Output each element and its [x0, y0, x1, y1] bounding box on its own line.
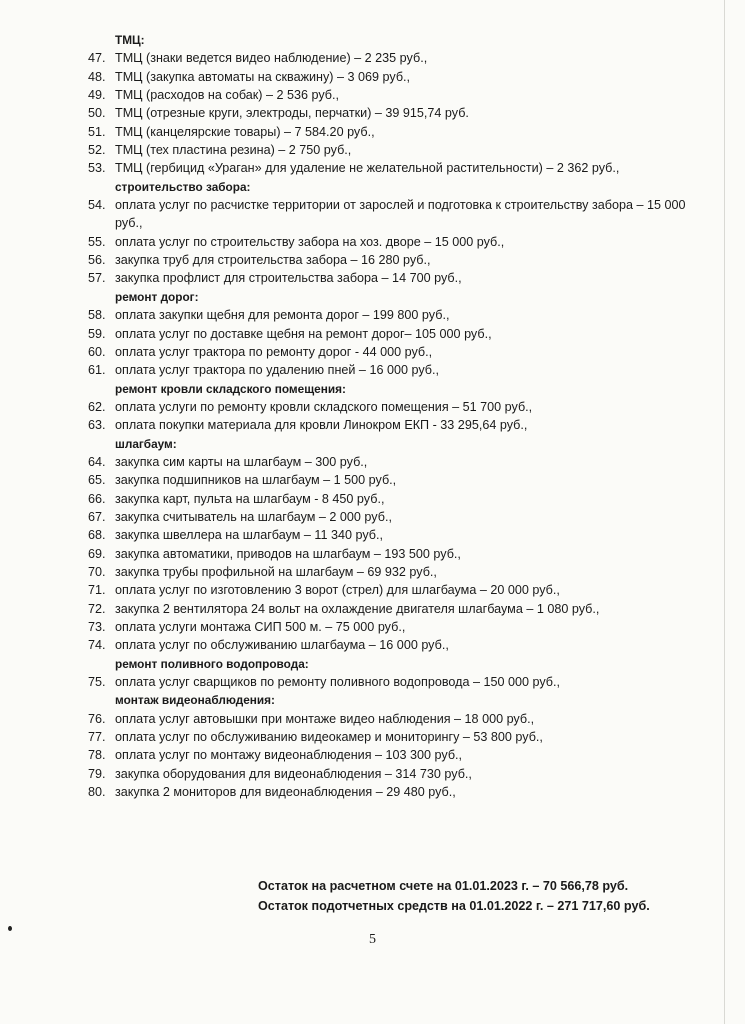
list-item [88, 325, 708, 343]
list-item [88, 343, 708, 361]
item-number: 77. [88, 730, 106, 745]
item-number: 69. [88, 546, 106, 561]
item-number: 76. [88, 711, 106, 726]
item-number: 63. [88, 418, 106, 433]
item-number: 62. [88, 399, 106, 414]
item-text: оплата услуг трактора по удалению пней – 16 000 руб., [115, 363, 439, 378]
list-item [88, 416, 708, 434]
list-item [88, 269, 708, 287]
item-text: оплата услуг по обслуживанию шлагбаума – 16 000 руб., [115, 638, 449, 653]
balance-summary [258, 877, 698, 916]
item-text: ТМЦ (канцелярские товары) – 7 584.20 руб., [115, 124, 375, 139]
list-item [88, 618, 708, 636]
list-item [88, 581, 708, 599]
list-item [88, 746, 708, 764]
item-text: закупка подшипников на шлагбаум – 1 500 руб., [115, 473, 397, 488]
list-item [88, 765, 708, 783]
item-text: оплата покупки материала для кровли Линокром ЕКП - 33 295,64 руб., [115, 418, 528, 433]
item-text: ТМЦ (знаки ведется видео наблюдение) – 2 235 руб., [115, 51, 428, 66]
list-item [88, 673, 708, 691]
item-text: закупка профлист для строительства забора – 14 700 руб., [115, 271, 462, 286]
list-item [88, 86, 708, 104]
item-text: оплата услуги по ремонту кровли складского помещения – 51 700 руб., [115, 399, 533, 414]
section-heading-text: шлагбаум: [115, 436, 177, 451]
item-text: оплата услуг по изготовлению 3 ворот (стрел) для шлагбаума – 20 000 руб., [115, 583, 560, 598]
list-item [88, 306, 708, 324]
list-item [88, 233, 708, 251]
item-number: 60. [88, 344, 106, 359]
section-heading [88, 435, 708, 453]
list-item [88, 636, 708, 654]
list-item [88, 453, 708, 471]
page-edge-line [724, 0, 725, 1024]
item-number: 74. [88, 638, 106, 653]
item-number: 53. [88, 161, 106, 176]
item-number: 75. [88, 675, 106, 690]
item-number: 65. [88, 473, 106, 488]
section-heading-text: строительство забора: [115, 179, 251, 194]
item-text: закупка трубы профильной на шлагбаум – 69 932 руб., [115, 564, 437, 579]
item-number: 49. [88, 88, 106, 103]
list-item [88, 783, 708, 801]
item-text: ТМЦ (расходов на собак) – 2 536 руб., [115, 88, 339, 103]
item-text: закупка оборудования для видеонаблюдения – 314 730 руб., [115, 766, 472, 781]
list-item [88, 104, 708, 122]
section-heading [88, 691, 708, 709]
list-item [88, 508, 708, 526]
section-heading [88, 178, 708, 196]
item-text: ТМЦ (гербицид «Ураган» для удаление не желательной растительности) – 2 362 руб., [115, 161, 620, 176]
list-item [88, 251, 708, 269]
item-text: ТМЦ (тех пластина резина) – 2 750 руб., [115, 143, 352, 158]
item-text: оплата услуг по обслуживанию видеокамер и мониторингу – 53 800 руб., [115, 730, 543, 745]
item-number: 73. [88, 620, 106, 634]
section-heading [88, 288, 708, 306]
section-heading-text: монтаж видеонаблюдения: [115, 693, 275, 708]
item-number: 55. [88, 234, 106, 249]
list-item [88, 490, 708, 508]
list-item [88, 526, 708, 544]
item-text: закупка швеллера на шлагбаум – 11 340 руб., [115, 528, 383, 543]
list-item [88, 471, 708, 489]
item-number: 51. [88, 124, 106, 139]
list-item [88, 141, 708, 159]
page-number: 5 [369, 932, 376, 947]
item-number: 64. [88, 454, 106, 469]
item-text: закупка сим карты на шлагбаум – 300 руб., [115, 454, 368, 469]
item-number: 67. [88, 509, 106, 524]
item-number: 61. [88, 363, 106, 378]
item-number: 50. [88, 106, 106, 121]
item-text: закупка карт, пульта на шлагбаум - 8 450 руб., [115, 491, 385, 506]
item-text: закупка автоматики, приводов на шлагбаум – 193 500 руб., [115, 546, 461, 561]
item-text: оплата закупки щебня для ремонта дорог – 199 800 руб., [115, 308, 450, 323]
expense-list [88, 31, 708, 801]
section-heading [88, 380, 708, 398]
list-item [88, 710, 708, 728]
list-item [88, 398, 708, 416]
item-number: 66. [88, 491, 106, 506]
list-item [88, 159, 708, 177]
item-number: 59. [88, 326, 106, 341]
item-text: закупка труб для строительства забора – 16 280 руб., [115, 253, 431, 268]
item-text: ТМЦ (закупка автоматы на скважину) – 3 069 руб., [115, 69, 411, 84]
item-text: закупка считыватель на шлагбаум – 2 000 руб., [115, 509, 392, 524]
list-item [88, 196, 708, 233]
account-balance-line: Остаток на расчетном счете на 01.01.2023 г. – 70 566,78 руб. [258, 879, 629, 893]
list-item [88, 545, 708, 563]
section-heading-text: ремонт поливного водопровода: [115, 656, 309, 671]
list-item [88, 49, 708, 67]
item-number: 79. [88, 766, 106, 781]
list-item [88, 600, 708, 618]
item-number: 78. [88, 748, 106, 763]
section-heading [88, 655, 708, 673]
item-number: 80. [88, 785, 106, 800]
accountable-balance-line: Остаток подотчетных средств на 01.01.2022 г. – 271 717,60 руб. [258, 898, 650, 913]
scan-mark [8, 926, 12, 931]
item-number: 68. [88, 528, 106, 543]
item-text: оплата услуг автовышки при монтаже видео наблюдения – 18 000 руб., [115, 711, 535, 726]
section-heading-text: ТМЦ: [115, 33, 145, 47]
item-number: 71. [88, 583, 106, 598]
item-text: ТМЦ (отрезные круги, электроды, перчатки) – 39 915,74 руб. [115, 106, 469, 121]
list-item [88, 123, 708, 141]
item-number: 56. [88, 253, 106, 268]
item-number: 47. [88, 51, 106, 66]
item-number: 54. [88, 198, 106, 213]
item-number: 57. [88, 271, 106, 286]
item-text: оплата услуг сварщиков по ремонту поливного водопровода – 150 000 руб., [115, 675, 560, 690]
item-text: оплата услуг по доставке щебня на ремонт дорог– 105 000 руб., [115, 326, 492, 341]
section-heading-text: ремонт дорог: [115, 289, 199, 304]
item-text: оплата услуг по строительству забора на хоз. дворе – 15 000 руб., [115, 234, 505, 249]
item-text: закупка 2 вентилятора 24 вольт на охлаждение двигателя шлагбаума – 1 080 руб., [115, 601, 600, 616]
list-item [88, 68, 708, 86]
list-item [88, 361, 708, 379]
item-number: 58. [88, 308, 106, 323]
item-number: 52. [88, 143, 106, 158]
item-number: 48. [88, 69, 106, 84]
section-heading-text: ремонт кровли складского помещения: [115, 381, 346, 396]
item-text: оплата услуги монтажа СИП 500 м. – 75 000 руб., [115, 620, 406, 634]
item-text: закупка 2 мониторов для видеонаблюдения – 29 480 руб., [115, 785, 456, 800]
item-text: оплата услуг трактора по ремонту дорог - 44 000 руб., [115, 344, 433, 359]
item-number: 70. [88, 564, 106, 579]
section-heading [88, 31, 708, 49]
list-item [88, 563, 708, 581]
item-text: оплата услуг по расчистке территории от зарослей и подготовка к строительству забора – 15 000 руб., [115, 198, 686, 231]
item-number: 72. [88, 601, 106, 616]
item-text: оплата услуг по монтажу видеонаблюдения – 103 300 руб., [115, 748, 463, 763]
list-item [88, 728, 708, 746]
